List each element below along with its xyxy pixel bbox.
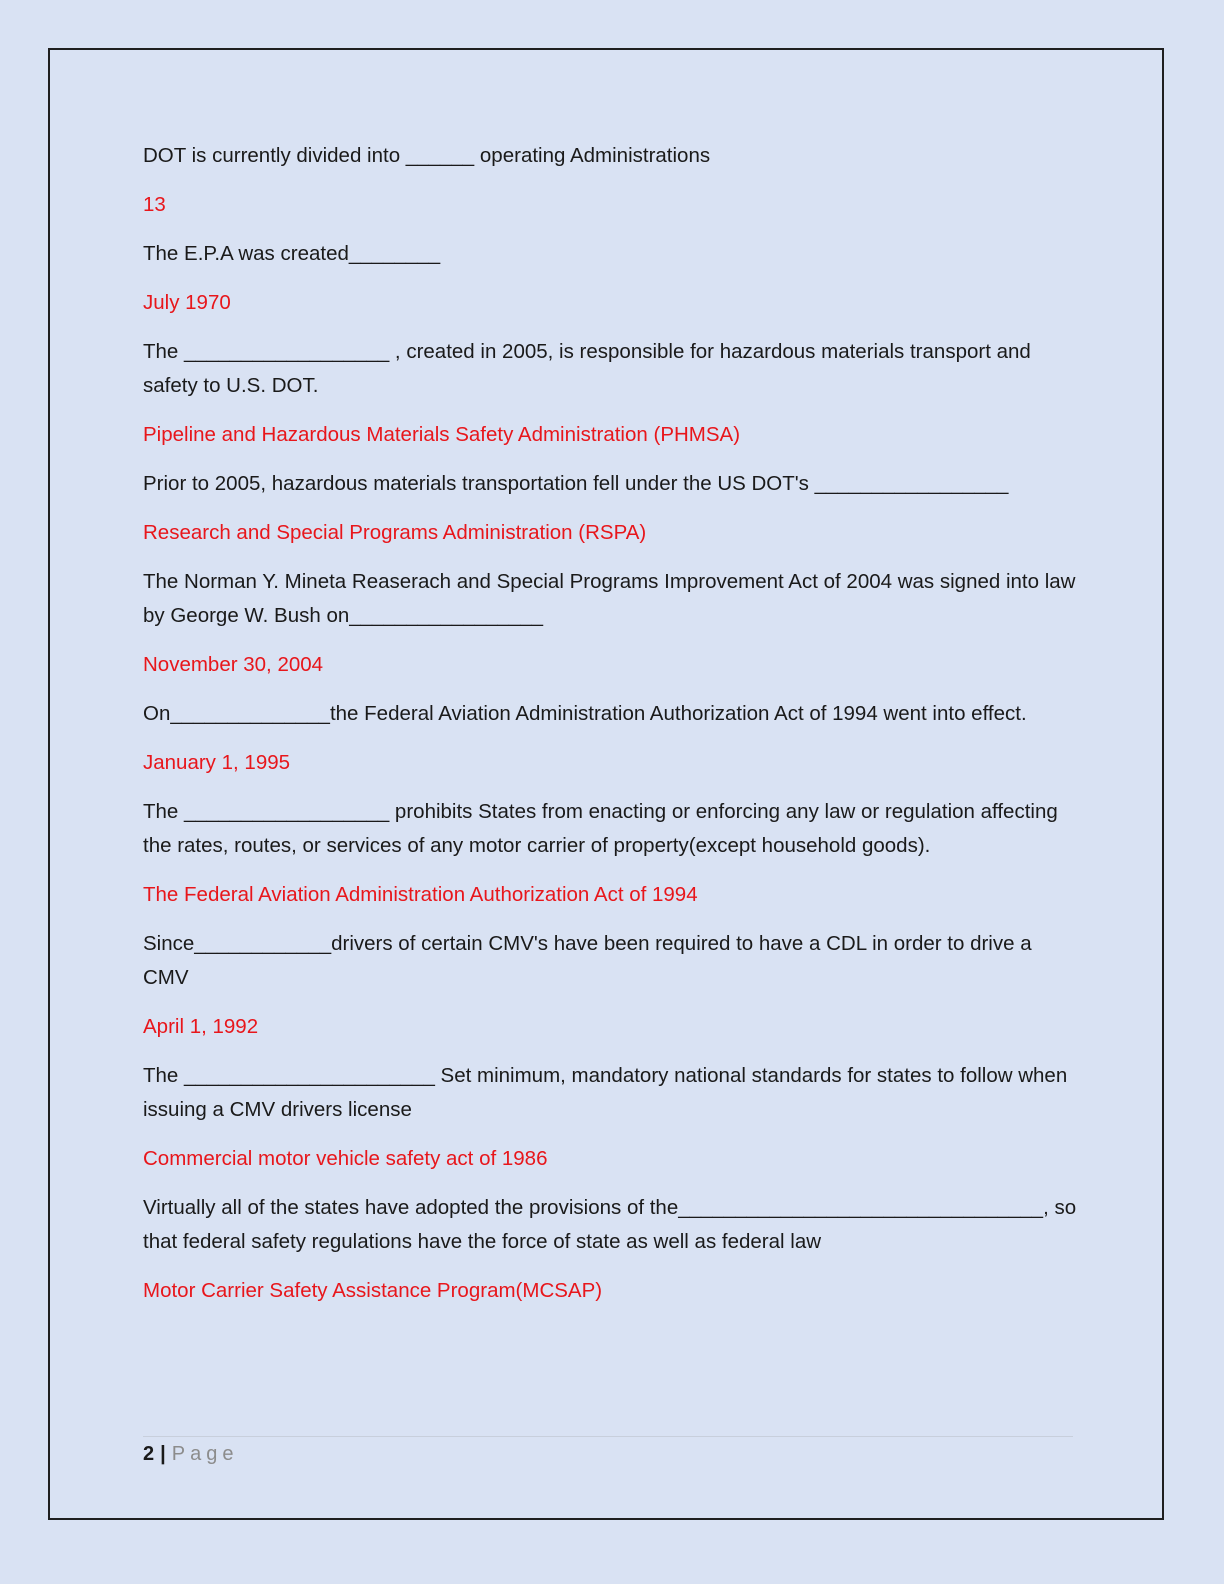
footer-separator: |	[160, 1443, 166, 1465]
question-text: DOT is currently divided into ______ operating Administrations	[143, 144, 711, 167]
question-text: Virtually all of the states have adopted the provisions of the________________________________, so that federal safety regulations have the force of state as well as federal law	[143, 1196, 1077, 1253]
question-text: Prior to 2005, hazardous materials transportation fell under the US DOT's _________________	[143, 472, 1009, 495]
answer-text: November 30, 2004	[143, 653, 324, 676]
answer-text: Research and Special Programs Administration (RSPA)	[143, 521, 647, 544]
answer-text: July 1970	[143, 291, 231, 314]
question-text: The ______________________ Set minimum, mandatory national standards for states to follow when issuing a CMV drivers license	[143, 1064, 1068, 1121]
answer-text: Pipeline and Hazardous Materials Safety Administration (PHMSA)	[143, 423, 741, 446]
page-label: Page	[171, 1443, 239, 1465]
question-text: The E.P.A was created________	[143, 242, 441, 265]
answer-text: April 1, 1992	[143, 1015, 259, 1038]
question-text: The __________________ prohibits States from enacting or enforcing any law or regulation affecting the rates, routes, or services of any motor carrier of property(except household goods).	[143, 800, 1058, 857]
answer-text: January 1, 1995	[143, 751, 291, 774]
page-number: 2	[143, 1443, 155, 1465]
question-text: The __________________ , created in 2005, is responsible for hazardous materials transport and safety to U.S. DOT.	[143, 340, 1031, 397]
page-footer	[143, 1440, 238, 1468]
question-text: On______________the Federal Aviation Administration Authorization Act of 1994 went into effect.	[143, 702, 1027, 725]
footer-divider	[143, 1436, 1073, 1437]
question-text: The Norman Y. Mineta Reaserach and Special Programs Improvement Act of 2004 was signed into law by George W. Bush on_________________	[143, 570, 1076, 627]
question-text: Since____________drivers of certain CMV's have been required to have a CDL in order to drive a CMV	[143, 932, 1032, 989]
document-body	[143, 139, 1078, 1323]
answer-text: Commercial motor vehicle safety act of 1986	[143, 1147, 548, 1170]
answer-text: 13	[143, 193, 166, 216]
answer-text: Motor Carrier Safety Assistance Program(MCSAP)	[143, 1279, 603, 1302]
answer-text: The Federal Aviation Administration Authorization Act of 1994	[143, 883, 698, 906]
